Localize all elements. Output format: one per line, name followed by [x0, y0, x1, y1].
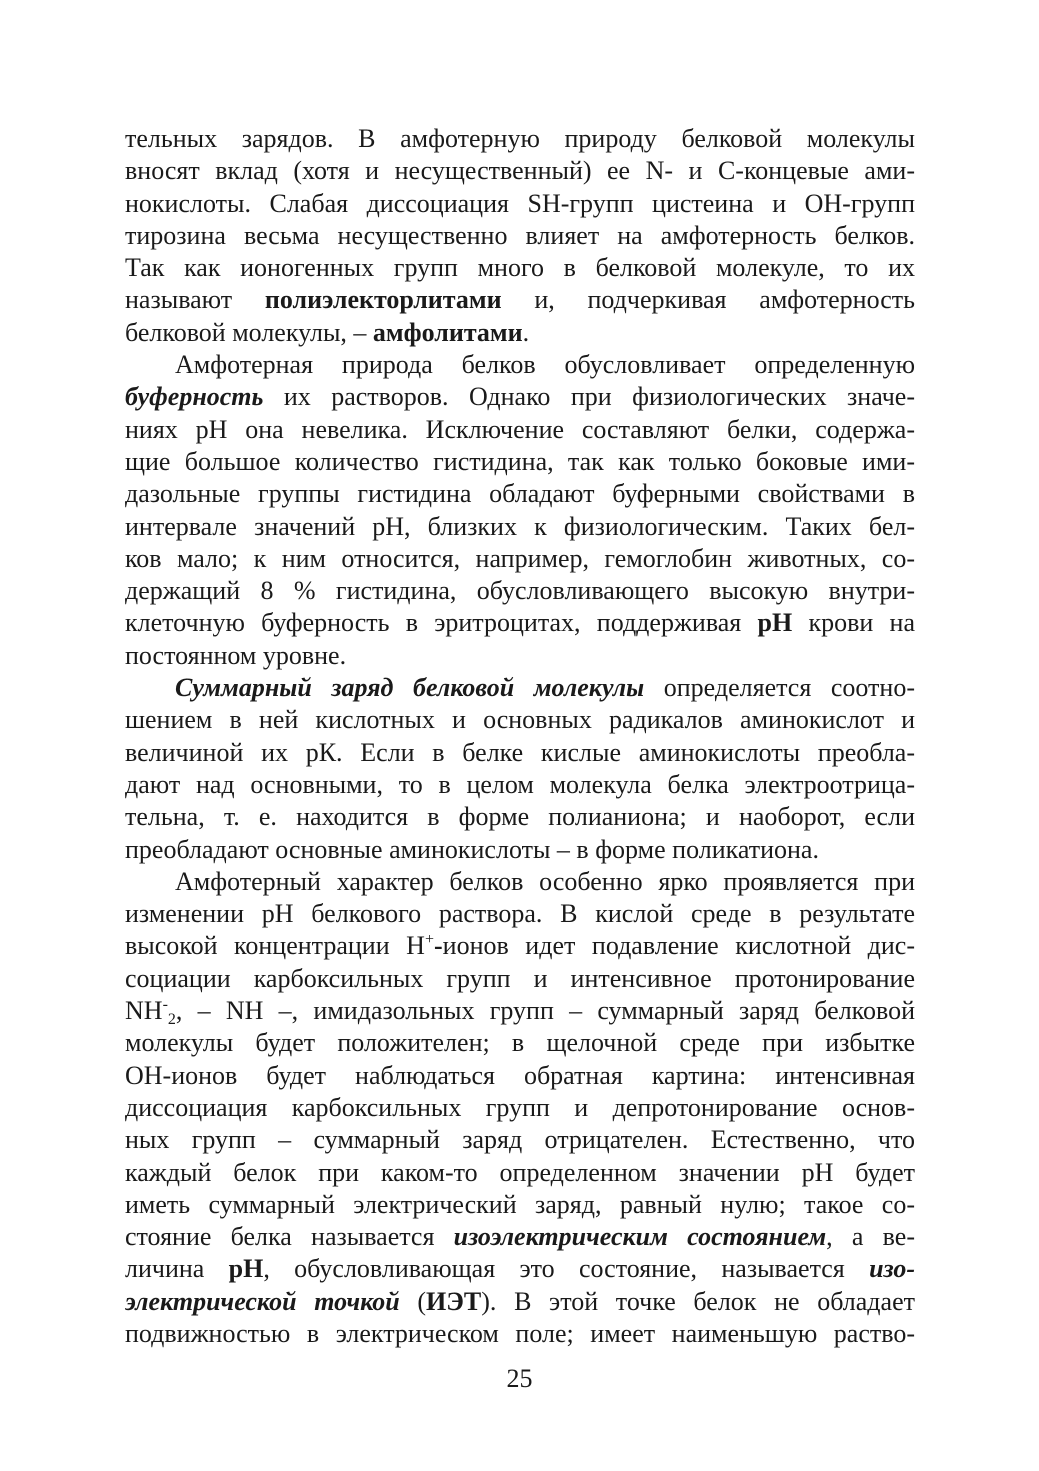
term-ph: рН: [757, 608, 793, 638]
text-line: молекулы будет положителен; в щелочной среде при избытке: [125, 1028, 915, 1058]
text-line: [125, 1286, 915, 1318]
term-iet: ИЭТ: [426, 1286, 482, 1316]
text-run: определяется соотно-: [644, 673, 915, 703]
page-number: 25: [506, 1364, 533, 1393]
term-buffering: буферность: [125, 382, 264, 412]
text-line: тирозина весьма несущественно влияет на амфотерность белков.: [125, 220, 915, 250]
text-line: социации карбоксильных групп и интенсивное протонирование: [125, 963, 915, 993]
text-line: [125, 1253, 915, 1285]
text-run: (: [399, 1286, 427, 1316]
term-total-charge: Суммарный заряд белковой молекулы: [175, 673, 645, 703]
text-line: тельна, т. е. находится в форме полианиона; и наоборот, если: [125, 802, 915, 832]
text-line: щие большое количество гистидина, так как только боковые ими-: [125, 446, 915, 476]
text-run: ионов идет подавление кислотной дис-: [442, 931, 915, 961]
paragraph-1: [125, 123, 915, 349]
text-line: Амфотерная природа белков обусловливает определенную: [175, 350, 915, 380]
text-line: [125, 317, 915, 349]
text-line: нокислоты. Слабая диссоциация SH-групп цистеина и ОН-групп: [125, 188, 915, 218]
text-run: их растворов. Однако при физиологических значе-: [263, 382, 915, 412]
text-line: шением в ней кислотных и основных радикалов аминокислот и: [125, 705, 915, 735]
text-line: величиной их рК. Если в белке кислые аминокислоты преобла-: [125, 737, 915, 767]
text-line: дают над основными, то в целом молекула белка электроотрица-: [125, 769, 915, 799]
paragraph-3: [125, 672, 915, 866]
text-run: клеточную буферность в эритроцитах, поддерживая: [125, 608, 758, 638]
term-polyelectrolytes: полиэлекторлитами: [264, 285, 502, 315]
text-line: иметь суммарный электрический заряд, равный нулю; такое со-: [125, 1189, 915, 1219]
text-line: ниях рН она невелика. Исключение составляют белки, содержа-: [125, 414, 915, 444]
text-line: преобладают основные аминокислоты – в форме поликатиона.: [125, 834, 819, 864]
text-line: тельных зарядов. В амфотерную природу белковой молекулы: [125, 124, 915, 153]
text-run: личина: [125, 1254, 229, 1284]
text-line: ОН-ионов будет наблюдаться обратная картина: интенсивная: [125, 1060, 915, 1090]
text-run: , – NH –, имидазольных групп – суммарный заряд белковой: [175, 996, 915, 1026]
text-line: держащий 8 % гистидина, обусловливающего высокую внутри-: [125, 576, 915, 606]
text-line: дазольные группы гистидина обладают буферными свойствами в: [125, 479, 915, 509]
term-isoelectric-point: электрической точкой: [125, 1286, 400, 1316]
term-ampholytes: амфолитами: [372, 317, 523, 347]
text-run: , обусловливающая это состояние, называется: [263, 1254, 870, 1284]
text-line: постоянном уровне.: [125, 640, 347, 670]
text-run: ). В этой точке белок не обладает: [481, 1286, 915, 1316]
term-ph: рН: [228, 1254, 264, 1284]
text-run: NH: [125, 996, 163, 1026]
text-line: [125, 1221, 915, 1253]
text-run: называют: [125, 285, 265, 315]
text-line: [125, 995, 915, 1027]
text-line: подвижностью в электрическом поле; имеет наименьшую раство-: [125, 1318, 915, 1348]
text-line: [125, 381, 915, 413]
text-line: каждый белок при каком-то определенном значении рН будет: [125, 1157, 915, 1187]
text-line: вносят вклад (хотя и несущественный) ее N- и С-концевые ами-: [125, 156, 915, 186]
text-run: крови на: [792, 608, 915, 638]
text-line: интервале значений рН, близких к физиологическим. Таких бел-: [125, 511, 915, 541]
term-isoelectric-state: изоэлектрическим состоянием: [453, 1222, 827, 1252]
text-line: Амфотерный характер белков особенно ярко проявляется при: [175, 866, 915, 896]
text-line: ков мало; к ним относится, например, гемоглобин животных, со-: [125, 543, 915, 573]
text-line: Так как ионогенных групп много в белковой молекуле, то их: [125, 253, 915, 283]
term-isoelectric-point-part: изо-: [869, 1254, 915, 1284]
superscript-plus: +: [424, 931, 434, 949]
text-run: -: [433, 931, 443, 961]
text-line: [125, 930, 915, 962]
text-run: белковой молекулы, –: [125, 317, 373, 347]
paragraph-2: [125, 349, 915, 672]
text-line: ных групп – суммарный заряд отрицателен. Естественно, что: [125, 1125, 915, 1155]
text-line: [125, 284, 915, 316]
text-line: диссоциация карбоксильных групп и депротонирование основ-: [125, 1092, 915, 1122]
text-run: стояние белка называется: [125, 1222, 454, 1252]
text-run: высокой концентрации Н: [125, 931, 425, 961]
text-run: и, подчеркивая амфотерность: [501, 285, 915, 315]
text-line: изменении рН белкового раствора. В кислой среде в результате: [125, 899, 915, 929]
text-line: [125, 607, 915, 639]
text-line: [125, 672, 915, 704]
paragraph-4: [125, 866, 915, 1350]
subscript-2: 2: [167, 1011, 176, 1029]
superscript-minus: -: [162, 996, 168, 1014]
text-run: .: [522, 317, 530, 347]
text-run: , а ве-: [826, 1222, 915, 1252]
page-body: [125, 123, 915, 1353]
